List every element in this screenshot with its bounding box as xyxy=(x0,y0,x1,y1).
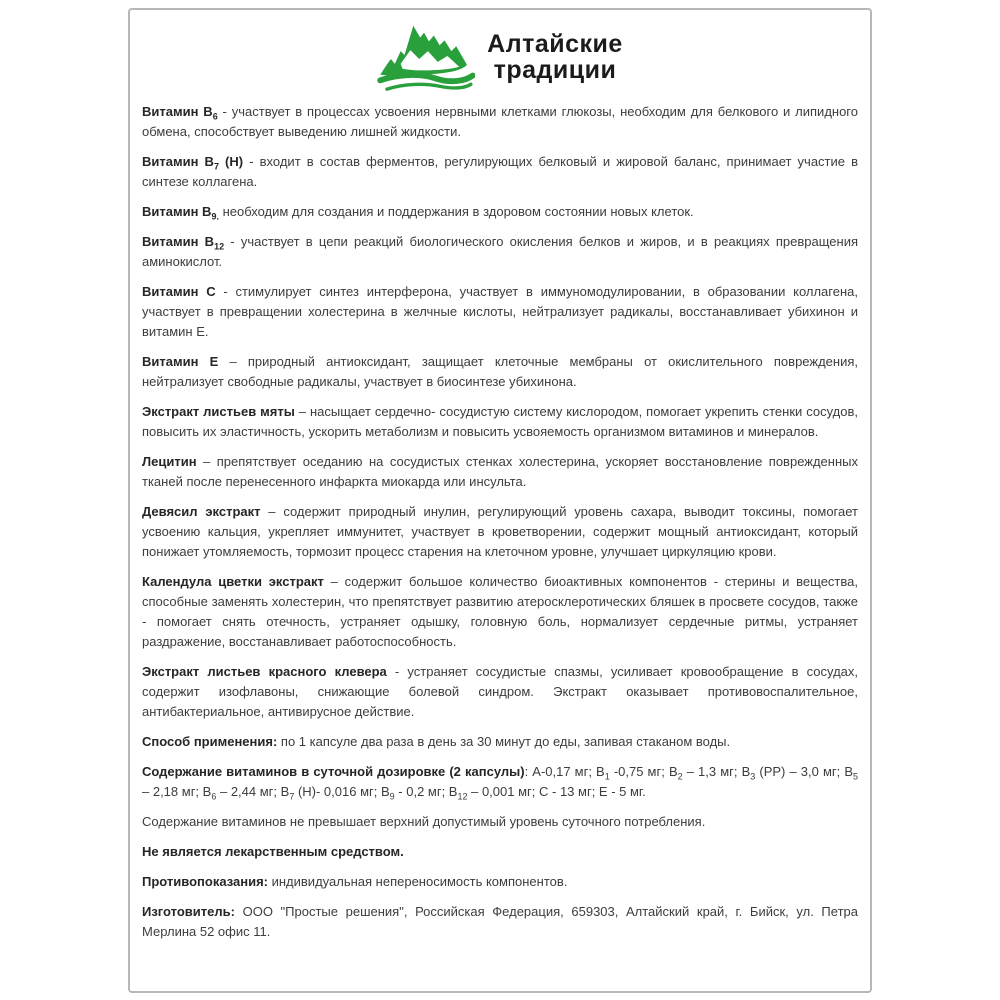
paragraph xyxy=(142,762,858,802)
text-run: Витамин В xyxy=(142,204,212,219)
text-run: - 0,2 мг; В xyxy=(394,784,458,799)
text-run: - стимулирует синтез интерферона, участвует в иммуномодулировании, в образовании коллагена, участвует в превращении холестерина в желчные кислоты, нейтрализует радикалы, восстанавливает убихинон и витамин Е. xyxy=(142,284,858,339)
text-run: 7 xyxy=(289,791,295,802)
text-run: – 2,44 мг; В xyxy=(216,784,290,799)
text-run: Лецитин xyxy=(142,454,197,469)
brand-name xyxy=(487,31,623,83)
text-run: Содержание витаминов в суточной дозировке (2 капсулы) xyxy=(142,764,525,779)
text-run: необходим для создания и поддержания в здоровом состоянии новых клеток. xyxy=(218,204,694,219)
text-run: 1 xyxy=(604,771,610,782)
paragraph xyxy=(142,102,858,142)
text-run: Экстракт листьев мяты xyxy=(142,404,295,419)
text-run: Экстракт листьев красного клевера xyxy=(142,664,387,679)
text-run: по 1 капсуле два раза в день за 30 минут до еды, запивая стаканом воды. xyxy=(277,734,731,749)
text-run: Витамин В xyxy=(142,234,215,249)
text-run: Способ применения: xyxy=(142,734,278,749)
text-run: – содержит природный инулин, регулирующий уровень сахара, выводит токсины, помогает усвоению кальция, укрепляет иммунитет, участвует в кроветворении, содержит мощный антиоксидант, который понижает утомляемость, тормозит процесс старения на клеточном уровне, улучшает циркуляцию крови. xyxy=(142,504,858,559)
paragraph xyxy=(142,232,858,272)
text-run: (Н) xyxy=(218,154,244,169)
text-run: 7 xyxy=(213,161,219,172)
paragraph-list xyxy=(142,102,858,942)
text-run: – 2,18 мг; В xyxy=(142,784,212,799)
paragraph xyxy=(142,902,858,942)
text-run: Витамин В xyxy=(142,104,213,119)
text-run: - участвует в цепи реакций биологического окисления белков и жиров, и в реакциях превращения аминокислот. xyxy=(142,234,859,269)
text-run: Противопоказания: xyxy=(142,874,268,889)
paragraph xyxy=(142,502,858,562)
text-run: (Н)- 0,016 мг; В xyxy=(294,784,390,799)
paragraph xyxy=(142,572,858,652)
text-run: – 0,001 мг; С - 13 мг; Е - 5 мг. xyxy=(467,784,646,799)
text-run: Витамин Е xyxy=(142,354,219,369)
text-run: 3 xyxy=(750,771,756,782)
text-run: - участвует в процессах усвоения нервными клетками глюкозы, необходим для белкового и липидного обмена, способствует выведению лишней жидкости. xyxy=(142,104,858,139)
text-run: : А-0,17 мг; В xyxy=(524,764,605,779)
brand-logo xyxy=(142,18,858,96)
text-run: 9. xyxy=(211,211,219,222)
text-run: 9 xyxy=(389,791,395,802)
paragraph xyxy=(142,732,858,752)
text-run: 6 xyxy=(212,111,218,122)
text-run: – природный антиоксидант, защищает клеточные мембраны от окислительного повреждения, нейтрализует свободные радикалы, участвует в биосинтезе убихинона. xyxy=(142,354,858,389)
text-run: Не является лекарственным средством. xyxy=(142,844,404,859)
paragraph xyxy=(142,202,858,222)
paragraph xyxy=(142,352,858,392)
text-run: Содержание витаминов не превышает верхний допустимый уровень суточного потребления. xyxy=(142,814,706,829)
text-run: 12 xyxy=(214,241,225,252)
text-run: - устраняет сосудистые спазмы, усиливает кровообращение в сосудах, содержит изофлавоны, снижающие болевой синдром. Экстракт оказывает противовоспалительное, антибактериальное, антивирусное действие. xyxy=(142,664,858,719)
brand-name-line1: Алтайские xyxy=(487,30,623,58)
text-run: 12 xyxy=(457,791,468,802)
paragraph xyxy=(142,812,858,832)
paragraph xyxy=(142,872,858,892)
text-run: 6 xyxy=(211,791,217,802)
text-run: – насыщает сердечно- сосудистую систему кислородом, помогает укрепить стенки сосудов, повысить их эластичность, ускорить метаболизм и повысить усвояемость организмом витаминов и минералов. xyxy=(142,404,858,439)
text-run: 5 xyxy=(853,771,859,782)
text-run: (РР) – 3,0 мг; В xyxy=(755,764,853,779)
text-run: ООО "Простые решения", Российская Федерация, 659303, Алтайский край, г. Бийск, ул. Петра Мерлина 52 офис 11. xyxy=(142,904,858,939)
text-run: 2 xyxy=(677,771,683,782)
paragraph xyxy=(142,282,858,342)
text-run: индивидуальная непереносимость компонентов. xyxy=(268,874,568,889)
paragraph xyxy=(142,452,858,492)
paragraph xyxy=(142,842,858,862)
text-run: – 1,3 мг; В xyxy=(682,764,751,779)
paragraph xyxy=(142,152,858,192)
text-run: – препятствует оседанию на сосудистых стенках холестерина, ускоряет восстановление поврежденных тканей после перенесенного инфаркта миокарда или инсульта. xyxy=(142,454,858,489)
brand-name-line2: традиции xyxy=(493,56,617,84)
text-run: – содержит большое количество биоактивных компонентов - стерины и вещества, способные заменять холестерин, что препятствует развитию атеросклеротических бляшек в просвете сосудов, также - помогает снять отечность, устраняет одышку, головную боль, нормализует сердечные ритмы, устраняет раздражение, восстанавливает работоспособность. xyxy=(142,574,858,649)
text-run: Витамин С xyxy=(142,284,216,299)
text-run: - входит в состав ферментов, регулирующих белковый и жировой баланс, принимает участие в синтезе коллагена. xyxy=(142,154,858,189)
text-run: Изготовитель: xyxy=(142,904,235,919)
text-run: Витамин В xyxy=(142,154,214,169)
text-run: Календула цветки экстракт xyxy=(142,574,324,589)
label-sheet xyxy=(128,8,872,993)
paragraph xyxy=(142,662,858,722)
paragraph xyxy=(142,402,858,442)
mountain-logo-icon xyxy=(377,18,475,96)
text-run: Девясил экстракт xyxy=(142,504,261,519)
text-run: -0,75 мг; В xyxy=(609,764,678,779)
